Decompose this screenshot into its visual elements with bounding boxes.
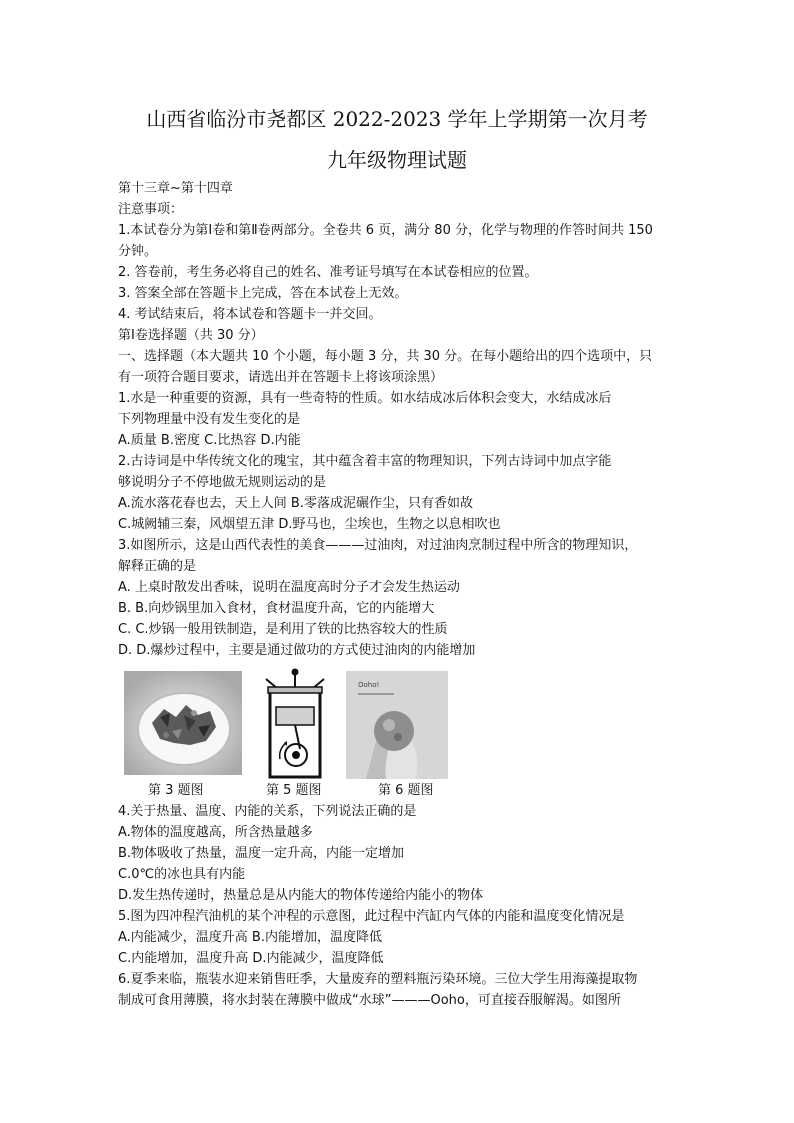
question-line: C.内能增加，温度升高 D.内能减少，温度降低 [118, 951, 384, 966]
fig5-engine-diagram [256, 667, 334, 779]
question-line: B.物体吸收了热量，温度一定升高，内能一定增加 [118, 846, 405, 861]
question-line: 4.关于热量、温度、内能的关系，下列说法正确的是 [118, 804, 417, 819]
question-line: 5.图为四冲程汽油机的某个冲程的示意图，此过程中汽缸内气体的内能和温度变化情况是 [118, 909, 625, 924]
question-line: 够说明分子不停地做无规则运动的是 [118, 475, 327, 490]
figure-row [118, 661, 683, 801]
instructions-line: 有一项符合题目要求，请选出并在答题卡上将该项涂黑） [118, 370, 444, 385]
fig6-ooho-photo [346, 671, 448, 779]
exam-subtitle: 九年级物理试题 [327, 148, 467, 172]
question-line: A.内能减少，温度升高 B.内能增加，温度降低 [118, 930, 382, 945]
notice-line: 2. 答卷前，考生务必将自己的姓名、准考证号填写在本试卷相应的位置。 [118, 265, 538, 280]
section-heading: 第Ⅰ卷选择题（共 30 分） [118, 328, 264, 343]
question-line: C.0℃的冰也具有内能 [118, 867, 246, 882]
exam-body [118, 178, 683, 1011]
question-line: C.城阙辅三秦，风烟望五津 D.野马也，尘埃也，生物之以息相吹也 [118, 517, 501, 532]
fig3-food-photo [124, 671, 242, 775]
notice-line: 3. 答案全部在答题卡上完成，答在本试卷上无效。 [118, 286, 408, 301]
question-line: 6.夏季来临，瓶装水迎来销售旺季，大量废弃的塑料瓶污染环境。三位大学生用海藻提取物 [118, 972, 638, 987]
question-line: 下列物理量中没有发生变化的是 [118, 412, 301, 427]
fig6-caption: 第 6 题图 [378, 783, 434, 798]
notice-line: 1.本试卷分为第Ⅰ卷和第Ⅱ卷两部分。全卷共 6 页，满分 80 分，化学与物理的作答时间共 150 [118, 223, 653, 238]
question-line: A.流水落花春也去，天上人间 B.零落成泥碾作尘，只有香如故 [118, 496, 473, 511]
question-line: C. C.炒锅一般用铁制造，是利用了铁的比热容较大的性质 [118, 622, 448, 637]
ooho-photo-text: Ooho! [358, 681, 380, 689]
question-line: A.物体的温度越高，所含热量越多 [118, 825, 313, 840]
question-line: 制成可食用薄膜，将水封装在薄膜中做成“水球”———Ooho，可直接吞服解渴。如图所 [118, 993, 621, 1008]
question-line: 1.水是一种重要的资源，具有一些奇特的性质。如水结成冰后体积会变大，水结成冰后 [118, 391, 612, 406]
instructions-line: 一、选择题（本大题共 10 个小题，每小题 3 分，共 30 分。在每小题给出的四个选项中，只 [118, 349, 653, 364]
question-line: D.发生热传递时，热量总是从内能大的物体传递给内能小的物体 [118, 888, 484, 903]
fig5-caption: 第 5 题图 [266, 783, 322, 798]
notice-line: 分钟。 [118, 244, 158, 259]
question-line: A.质量 B.密度 C.比热容 D.内能 [118, 433, 301, 448]
notice-line: 4. 考试结束后，将本试卷和答题卡一并交回。 [118, 307, 382, 322]
question-line: D. D.爆炒过程中，主要是通过做功的方式使过油肉的内能增加 [118, 643, 476, 658]
question-line: 2.古诗词是中华传统文化的瑰宝，其中蕴含着丰富的物理知识，下列古诗词中加点字能 [118, 454, 612, 469]
question-line: 3.如图所示，这是山西代表性的美食———过油肉，对过油肉烹制过程中所含的物理知识， [118, 538, 638, 553]
exam-title: 山西省临汾市尧都区 2022-2023 学年上学期第一次月考 [146, 107, 648, 131]
fig3-caption: 第 3 题图 [148, 783, 204, 798]
question-line: A. 上桌时散发出香味，说明在温度高时分子才会发生热运动 [118, 580, 460, 595]
question-line: 解释正确的是 [118, 559, 197, 574]
question-line: B. B.向炒锅里加入食材，食材温度升高，它的内能增大 [118, 601, 435, 616]
scope-line: 第十三章~第十四章 [118, 181, 233, 196]
notice-heading: 注意事项： [118, 202, 184, 217]
